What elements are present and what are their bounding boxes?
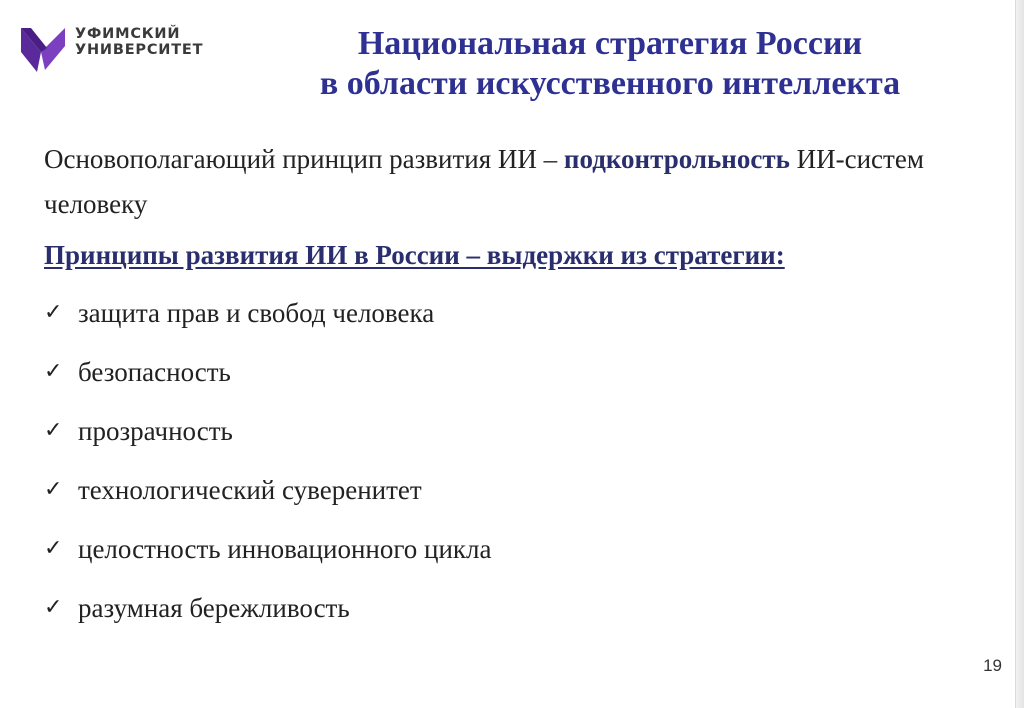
checkmark-icon: ✓ bbox=[44, 300, 63, 325]
university-logo-text bbox=[75, 26, 203, 58]
list-item-text: прозрачность bbox=[78, 416, 233, 446]
list-item bbox=[44, 470, 491, 529]
list-item-text: технологический суверенитет bbox=[78, 475, 422, 505]
lead-text-bold: подконтрольность bbox=[563, 144, 790, 174]
lead-text-after: ИИ-систем человеку bbox=[44, 144, 924, 219]
checkmark-icon: ✓ bbox=[44, 595, 63, 620]
list-item-text: безопасность bbox=[78, 357, 231, 387]
checkmark-icon: ✓ bbox=[44, 359, 63, 384]
principles-heading: Принципы развития ИИ в России – выдержки из стратегии: bbox=[44, 240, 785, 270]
checkmark-icon: ✓ bbox=[44, 477, 63, 502]
page-number: 19 bbox=[983, 656, 1002, 675]
slide-title bbox=[240, 24, 980, 104]
title-line-1: Национальная стратегия России bbox=[357, 25, 863, 62]
checkmark-icon: ✓ bbox=[44, 536, 63, 561]
list-item-text: целостность инновационного цикла bbox=[78, 534, 492, 564]
logo-line-1: УФИМСКИЙ bbox=[75, 26, 181, 42]
list-item bbox=[44, 352, 491, 411]
principles-list bbox=[44, 293, 491, 647]
list-item bbox=[44, 411, 491, 470]
list-item bbox=[44, 529, 491, 588]
title-line-2: в области искусственного интеллекта bbox=[319, 65, 901, 102]
list-item bbox=[44, 588, 491, 647]
logo-line-2: УНИВЕРСИТЕТ bbox=[75, 42, 204, 58]
list-item bbox=[44, 293, 491, 352]
university-logo bbox=[19, 22, 249, 74]
lead-paragraph bbox=[44, 137, 994, 227]
lead-text-before: Основополагающий принцип развития ИИ – bbox=[44, 144, 564, 174]
list-item-text: разумная бережливость bbox=[78, 593, 350, 623]
checkmark-icon: ✓ bbox=[44, 418, 63, 443]
list-item-text: защита прав и свобод человека bbox=[78, 298, 435, 328]
slide-edge bbox=[1015, 0, 1024, 708]
university-logo-mark-icon bbox=[19, 22, 69, 74]
